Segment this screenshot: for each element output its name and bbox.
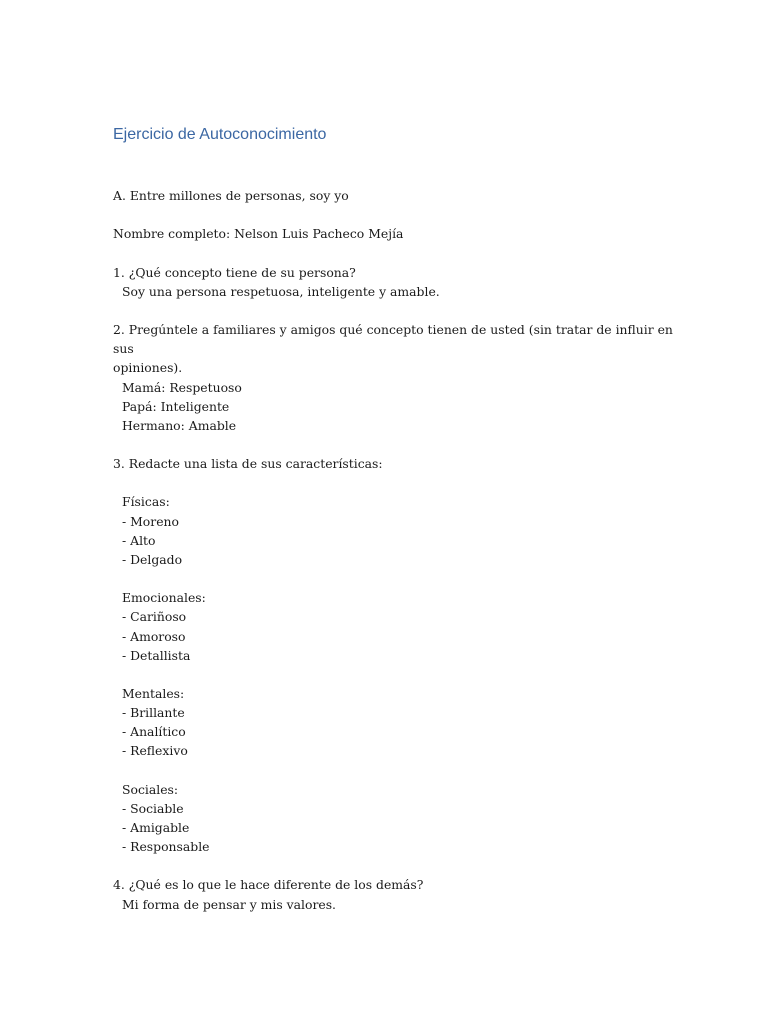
full-name-line: Nombre completo: Nelson Luis Pacheco Mejía [113,226,404,242]
answer-1: Soy una persona respetuosa, inteligente y amable. [122,283,440,299]
spacer [113,856,673,875]
spacer [113,435,673,454]
section-a-heading: A. Entre millones de personas, soy yo [113,188,349,203]
list-item: - Analítico [122,724,186,740]
spacer [113,761,673,780]
spacer [113,665,673,684]
group-heading-fisicas: Físicas: [122,494,170,510]
question-2-line-1: 2. Pregúntele a familiares y amigos qué concepto tienen de usted (sin tratar de influir en sus [113,322,677,357]
list-item: - Amigable [122,820,190,836]
spacer [113,473,673,492]
document-title: Ejercicio de Autoconocimiento [113,126,327,143]
question-2-line-2: opiniones). [113,360,183,376]
spacer [113,569,673,588]
list-item: - Delgado [122,551,183,567]
group-heading-emocionales: Emocionales: [122,590,206,606]
list-item: - Brillante [122,705,185,721]
document-body [113,186,677,914]
list-item: - Amoroso [122,628,186,644]
answer-4: Mi forma de pensar y mis valores. [122,896,336,912]
group-heading-mentales: Mentales: [122,685,185,701]
answer-2-item: Hermano: Amable [122,417,237,433]
list-item: - Cariñoso [122,609,187,625]
answer-2-item: Mamá: Respetuoso [122,379,242,395]
spacer [113,301,673,320]
answer-2-item: Papá: Inteligente [122,398,230,414]
list-item: - Sociable [122,800,184,816]
list-item: - Detallista [122,647,191,663]
spacer [113,205,673,224]
group-heading-sociales: Sociales: [122,781,179,797]
list-item: - Reflexivo [122,743,188,759]
question-4: 4. ¿Qué es lo que le hace diferente de los demás? [113,877,424,893]
list-item: - Moreno [122,513,179,529]
question-3: 3. Redacte una lista de sus características: [113,456,383,472]
spacer [113,243,673,262]
question-1: 1. ¿Qué concepto tiene de su persona? [113,264,356,280]
list-item: - Alto [122,532,156,548]
list-item: - Responsable [122,839,210,855]
